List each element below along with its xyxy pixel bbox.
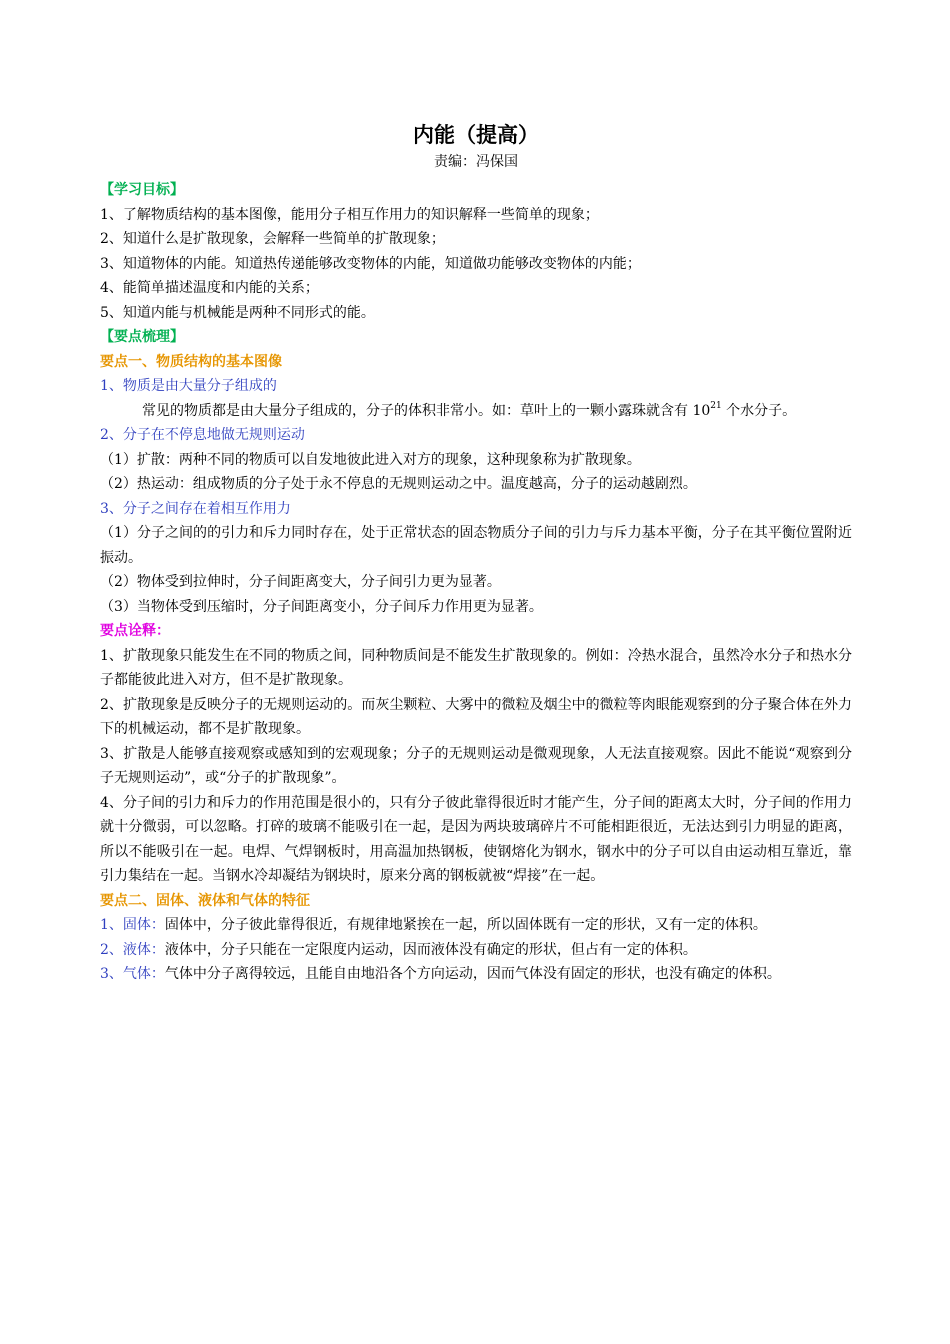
editor-line: 责编：冯保国: [434, 154, 518, 170]
point1-sub1-heading: 1、物质是由大量分子组成的: [100, 378, 277, 394]
sub3-item: （2）物体受到拉伸时，分子间距离变大，分子间引力更为显著。: [100, 574, 501, 590]
point1-heading: 要点一、物质结构的基本图像: [100, 353, 282, 370]
state-label: 2、液体：: [100, 941, 165, 958]
sub3-item: （3）当物体受到压缩时，分子间距离变小，分子间斥力作用更为显著。: [100, 598, 543, 615]
goal-item: 1、了解物质结构的基本图像，能用分子相互作用力的知识解释一些简单的现象；: [100, 206, 599, 223]
point2-heading: 要点二、固体、液体和气体的特征: [100, 892, 310, 909]
note-item: 2、扩散现象是反映分子的无规则运动的。而灰尘颗粒、大雾中的微粒及烟尘中的微粒等肉眼能观察到的分子聚合体在外力下的机械运动，都不是扩散现象。: [100, 696, 852, 737]
sub1-text-a: 常见的物质都是由大量分子组成的，分子的体积非常小。如：草叶上的一颗小露珠就含有 10: [142, 402, 711, 419]
goal-item: 3、知道物体的内能。知道热传递能够改变物体的内能，知道做功能够改变物体的内能；: [100, 255, 641, 272]
document-page: [100, 120, 852, 987]
note-item: 3、扩散是人能够直接观察或感知到的宏观现象；分子的无规则运动是微观现象，人无法直接观察。因此不能说“观察到分子无规则运动”，或“分子的扩散现象”。: [100, 745, 852, 786]
goal-item: 4、能简单描述温度和内能的关系；: [100, 280, 319, 296]
note-item: 1、扩散现象只能发生在不同的物质之间，同种物质间是不能发生扩散现象的。例如：冷热水混合，虽然冷水分子和热水分子都能彼此进入对方，但不是扩散现象。: [100, 647, 852, 688]
state-label: 3、气体：: [100, 966, 165, 982]
state-item-liquid: [100, 938, 852, 963]
document-title: 内能（提高）: [413, 123, 539, 147]
notes-heading: 要点诠释：: [100, 623, 170, 639]
state-item-gas: [100, 962, 852, 987]
sub2-item: （2）热运动：组成物质的分子处于永不停息的无规则运动之中。温度越高，分子的运动越剧烈。: [100, 476, 697, 492]
sub3-item: （1）分子之间的的引力和斥力同时存在，处于正常状态的固态物质分子间的引力与斥力基本平衡，分子在其平衡位置附近振动。: [100, 525, 852, 566]
sub1-superscript: 21: [710, 400, 722, 411]
state-text: 气体中分子离得较远，且能自由地沿各个方向运动，因而气体没有固定的形状，也没有确定的体积。: [164, 966, 781, 982]
point1-sub3-heading: 3、分子之间存在着相互作用力: [100, 500, 291, 517]
point1-sub2-heading: 2、分子在不停息地做无规则运动: [100, 427, 305, 443]
state-label: 1、固体：: [100, 917, 165, 933]
sub1-text-b: 个水分子。: [721, 402, 797, 419]
point1-sub1-text: [100, 399, 852, 424]
goal-item: 5、知道内能与机械能是两种不同形式的能。: [100, 304, 375, 321]
learning-goals-heading: 【学习目标】: [100, 182, 184, 198]
state-text: 固体中，分子彼此靠得很近，有规律地紧挨在一起，所以固体既有一定的形状，又有一定的体积。: [164, 917, 767, 933]
sub2-item: （1）扩散：两种不同的物质可以自发地彼此进入对方的现象，这种现象称为扩散现象。: [100, 451, 641, 468]
goal-item: 2、知道什么是扩散现象，会解释一些简单的扩散现象；: [100, 231, 445, 247]
summary-heading: 【要点梳理】: [100, 329, 184, 345]
state-text: 液体中，分子只能在一定限度内运动，因而液体没有确定的形状，但占有一定的体积。: [164, 941, 697, 958]
state-item-solid: [100, 913, 852, 938]
note-item: 4、分子间的引力和斥力的作用范围是很小的，只有分子彼此靠得很近时才能产生，分子间的距离太大时，分子间的作用力就十分微弱，可以忽略。打碎的玻璃不能吸引在一起，是因为两块玻璃碎片不可能相距很近，无法达到引力明显的距离，所以不能吸引在一起。电焊、气焊钢板时，用高温加热钢板，使钢熔化为钢水，钢水中的分子可以自由运动相互靠近，靠引力集结在一起。当钢水冷却凝结为钢块时，原来分离的钢板就被“焊接”在一起。: [100, 794, 852, 884]
